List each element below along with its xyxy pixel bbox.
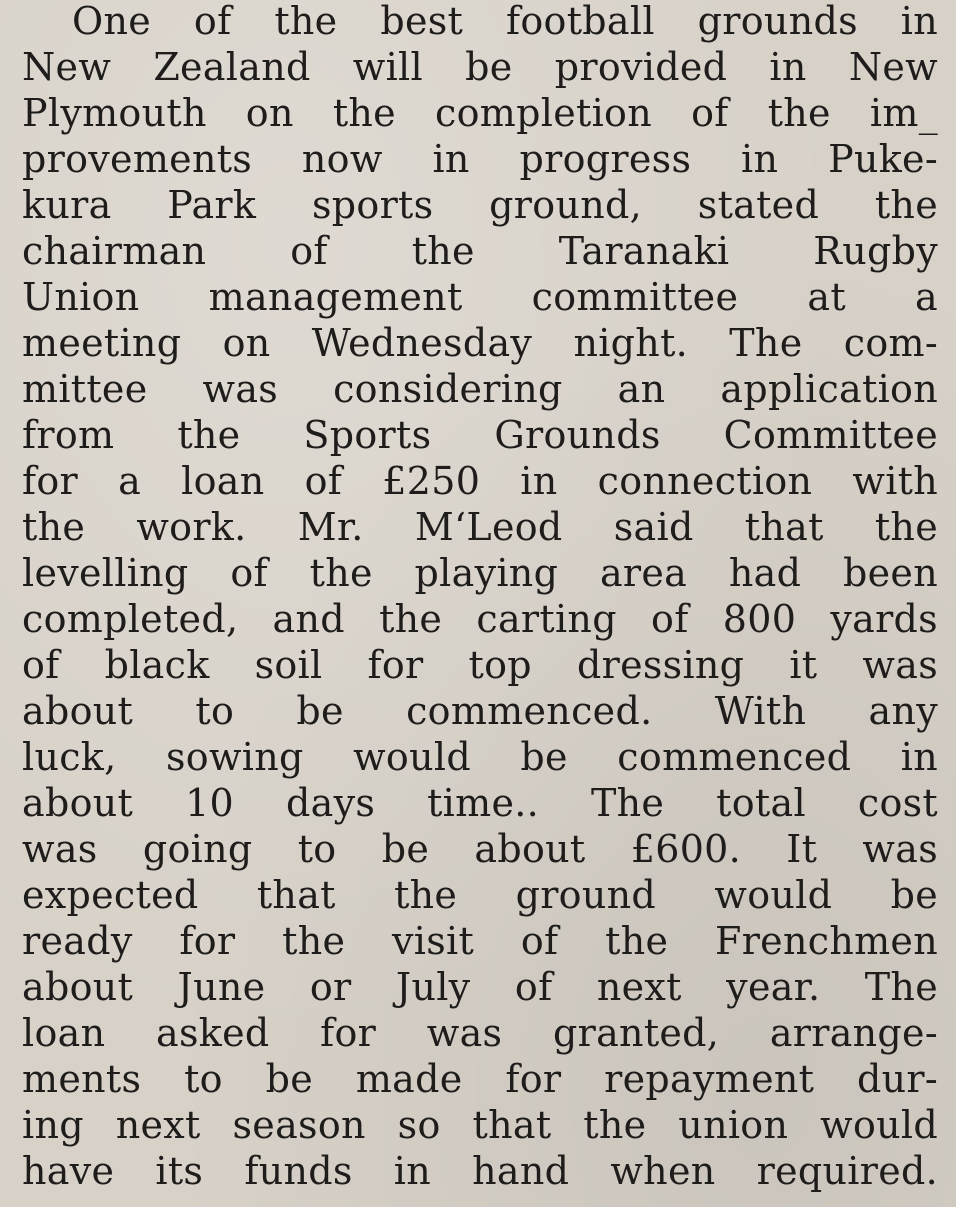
article-line: provements now in progress in Puke- xyxy=(22,137,938,181)
article-line: about 10 days time.. The total cost xyxy=(22,781,938,825)
article-line: about June or July of next year. The xyxy=(22,965,938,1009)
article-line: kura Park sports ground, stated the xyxy=(22,183,938,227)
article-line: expected that the ground would be xyxy=(22,873,938,917)
article-line: ments to be made for repayment dur- xyxy=(22,1057,938,1101)
article-line: luck, sowing would be commenced in xyxy=(22,735,938,779)
article-line: mittee was considering an application xyxy=(22,367,938,411)
article-line: chairman of the Taranaki Rugby xyxy=(22,229,938,273)
article-line: levelling of the playing area had been xyxy=(22,551,938,595)
article-line: Union management committee at a xyxy=(22,275,938,319)
article-line: completed, and the carting of 800 yards xyxy=(22,597,938,641)
article-line: meeting on Wednesday night. The com- xyxy=(22,321,938,365)
article-line: from the Sports Grounds Committee xyxy=(22,413,938,457)
article-line: loan asked for was granted, arrange- xyxy=(22,1011,938,1055)
article-line: the work. Mr. M‘Leod said that the xyxy=(22,505,938,549)
article-line: ing next season so that the union would xyxy=(22,1103,938,1147)
article-line: New Zealand will be provided in New xyxy=(22,45,938,89)
article-line: have its funds in hand when required. xyxy=(22,1149,938,1193)
article-line: Plymouth on the completion of the im_ xyxy=(22,91,938,135)
article-line: One of the best football grounds in xyxy=(72,0,938,43)
article-line: was going to be about £600. It was xyxy=(22,827,938,871)
article-line: about to be commenced. With any xyxy=(22,689,938,733)
article-line: for a loan of £250 in connection with xyxy=(22,459,938,503)
article-line: ready for the visit of the Frenchmen xyxy=(22,919,938,963)
article-line: of black soil for top dressing it was xyxy=(22,643,938,687)
